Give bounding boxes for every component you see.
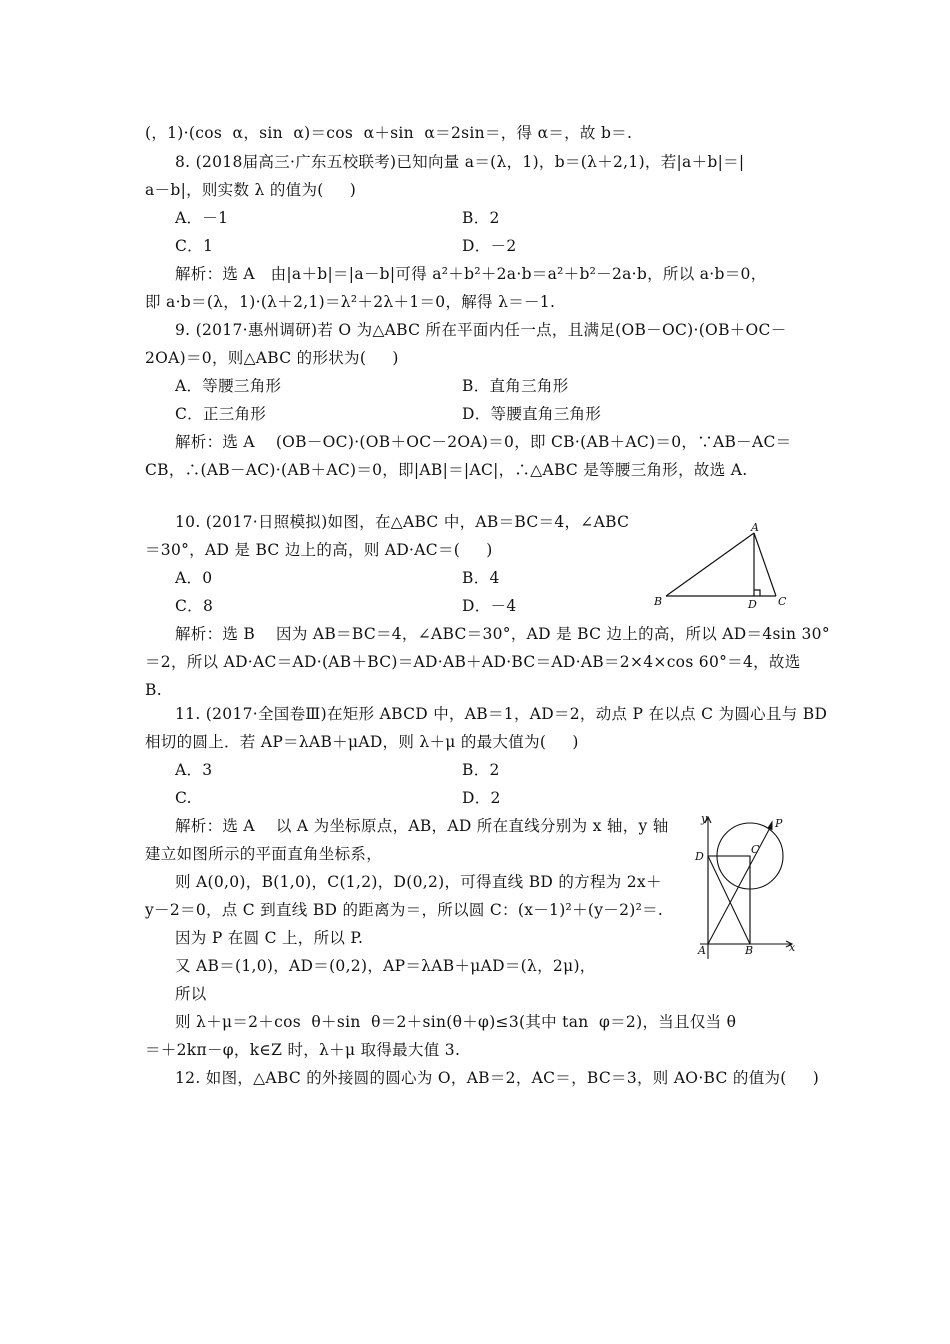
solution-8: 解析：选 A 由|a＋b|＝|a－b|可得 a²＋b²＋2a·b＝a²＋b²－2a·b，所以 a·b＝0， bbox=[175, 265, 767, 283]
choice-11b: B．2 bbox=[462, 761, 500, 779]
label-c: C bbox=[751, 843, 760, 856]
choice-9a: A．等腰三角形 bbox=[175, 377, 282, 395]
question-12: 12. 如图，△ABC 的外接圆的圆心为 O，AB＝2，AC＝，BC＝3，则 AO·BC 的值为( ) bbox=[175, 1069, 820, 1087]
text-line: 所以 bbox=[175, 985, 207, 1003]
label-d: D bbox=[748, 598, 757, 610]
text-line: ＝2，所以 AD·AC＝AD·(AB＋BC)＝AD·AB＋AD·BC＝AD·AB＝2×4×cos 60°＝4，故选 bbox=[145, 653, 801, 671]
text-line: 因为 P 在圆 C 上，所以 P. bbox=[175, 929, 364, 947]
choice-8a: A．－1 bbox=[175, 209, 229, 227]
text-line: CB，∴(AB－AC)·(AB＋AC)＝0，即|AB|＝|AC|，∴△ABC 是等腰三角形，故选 A. bbox=[145, 461, 748, 479]
side-ab bbox=[666, 533, 754, 596]
text-line: y－2＝0，点 C 到直线 BD 的距离为＝，所以圆 C：(x－1)²＋(y－2)²＝. bbox=[145, 901, 664, 919]
text-line: 即 a·b＝(λ，1)·(λ＋2,1)＝λ²＋2λ＋1＝0，解得 λ＝－1. bbox=[145, 293, 556, 311]
text-line: 建立如图所示的平面直角坐标系， bbox=[145, 845, 383, 863]
triangle-figure bbox=[650, 518, 800, 610]
text-line: 又 AB＝(1,0)，AD＝(0,2)，AP＝λAB＋μAD＝(λ，2μ)， bbox=[175, 957, 596, 975]
line-ap bbox=[708, 824, 772, 944]
question-10: 10. (2017·日照模拟)如图，在△ABC 中，AB＝BC＝4，∠ABC bbox=[175, 513, 630, 531]
label-b: B bbox=[654, 595, 663, 608]
choice-8d: D．－2 bbox=[462, 237, 517, 255]
text-line: B. bbox=[145, 681, 162, 699]
label-y: y bbox=[701, 812, 708, 825]
text-line: (，1)·(cos α，sin α)＝cos α＋sin α＝2sin＝，得 α＝，故 b＝. bbox=[145, 124, 633, 142]
choice-9c: C．正三角形 bbox=[175, 405, 267, 423]
diagonal-db bbox=[708, 856, 750, 944]
text-line: a－b|，则实数 λ 的值为( ) bbox=[145, 181, 357, 199]
coordinate-figure bbox=[688, 812, 803, 962]
label-p: P bbox=[775, 817, 783, 830]
text-line: ＝30°，AD 是 BC 边上的高，则 AD·AC＝( ) bbox=[145, 541, 493, 559]
question-8: 8. (2018届高三·广东五校联考)已知向量 a＝(λ，1)，b＝(λ＋2,1)，若|a＋b|＝| bbox=[175, 153, 745, 171]
choice-11a: A．3 bbox=[175, 761, 213, 779]
question-9: 9. (2017·惠州调研)若 O 为△ABC 所在平面内任一点，且满足(OB－OC)·(OB＋OC－ bbox=[175, 321, 787, 339]
choice-8c: C．1 bbox=[175, 237, 214, 255]
label-d: D bbox=[695, 850, 704, 863]
choice-10b: B．4 bbox=[462, 569, 500, 587]
text-line: 则 A(0,0)，B(1,0)，C(1,2)，D(0,2)，可得直线 BD 的方程为 2x＋ bbox=[175, 873, 662, 891]
solution-9: 解析：选 A (OB－OC)·(OB＋OC－2OA)＝0，即 CB·(AB＋AC)＝0，∵AB－AC＝ bbox=[175, 433, 792, 451]
choice-10c: C．8 bbox=[175, 597, 214, 615]
question-11: 11. (2017·全国卷Ⅲ)在矩形 ABCD 中，AB＝1，AD＝2，动点 P 在以点 C 为圆心且与 BD bbox=[175, 705, 828, 723]
text-line: ＝＋2kπ－φ，k∈Z 时，λ＋μ 取得最大值 3. bbox=[145, 1041, 461, 1059]
choice-10d: D．－4 bbox=[462, 597, 517, 615]
choice-10a: A．0 bbox=[175, 569, 213, 587]
solution-10: 解析：选 B 因为 AB＝BC＝4，∠ABC＝30°，AD 是 BC 边上的高，所以 AD＝4sin 30° bbox=[175, 625, 830, 643]
right-angle-mark bbox=[754, 590, 760, 596]
side-ac bbox=[754, 533, 776, 596]
label-a: A bbox=[698, 944, 706, 957]
choice-9d: D．等腰直角三角形 bbox=[462, 405, 602, 423]
text-line: 相切的圆上．若 AP＝λAB＋μAD，则 λ＋μ 的最大值为( ) bbox=[145, 733, 579, 751]
label-a: A bbox=[751, 521, 759, 534]
label-c: C bbox=[778, 595, 787, 608]
choice-11d: D．2 bbox=[462, 789, 501, 807]
choice-11c: C. bbox=[175, 789, 192, 807]
label-b: B bbox=[745, 944, 754, 957]
choice-9b: B．直角三角形 bbox=[462, 377, 569, 395]
solution-11: 解析：选 A 以 A 为坐标原点，AB，AD 所在直线分别为 x 轴，y 轴 bbox=[175, 817, 669, 835]
text-line: 则 λ＋μ＝2＋cos θ＋sin θ＝2＋sin(θ＋φ)≤3(其中 tan φ＝2)，当且仅当 θ bbox=[175, 1013, 737, 1031]
choice-8b: B．2 bbox=[462, 209, 500, 227]
label-x: x bbox=[789, 941, 796, 954]
text-line: 2OA)＝0，则△ABC 的形状为( ) bbox=[145, 349, 399, 367]
